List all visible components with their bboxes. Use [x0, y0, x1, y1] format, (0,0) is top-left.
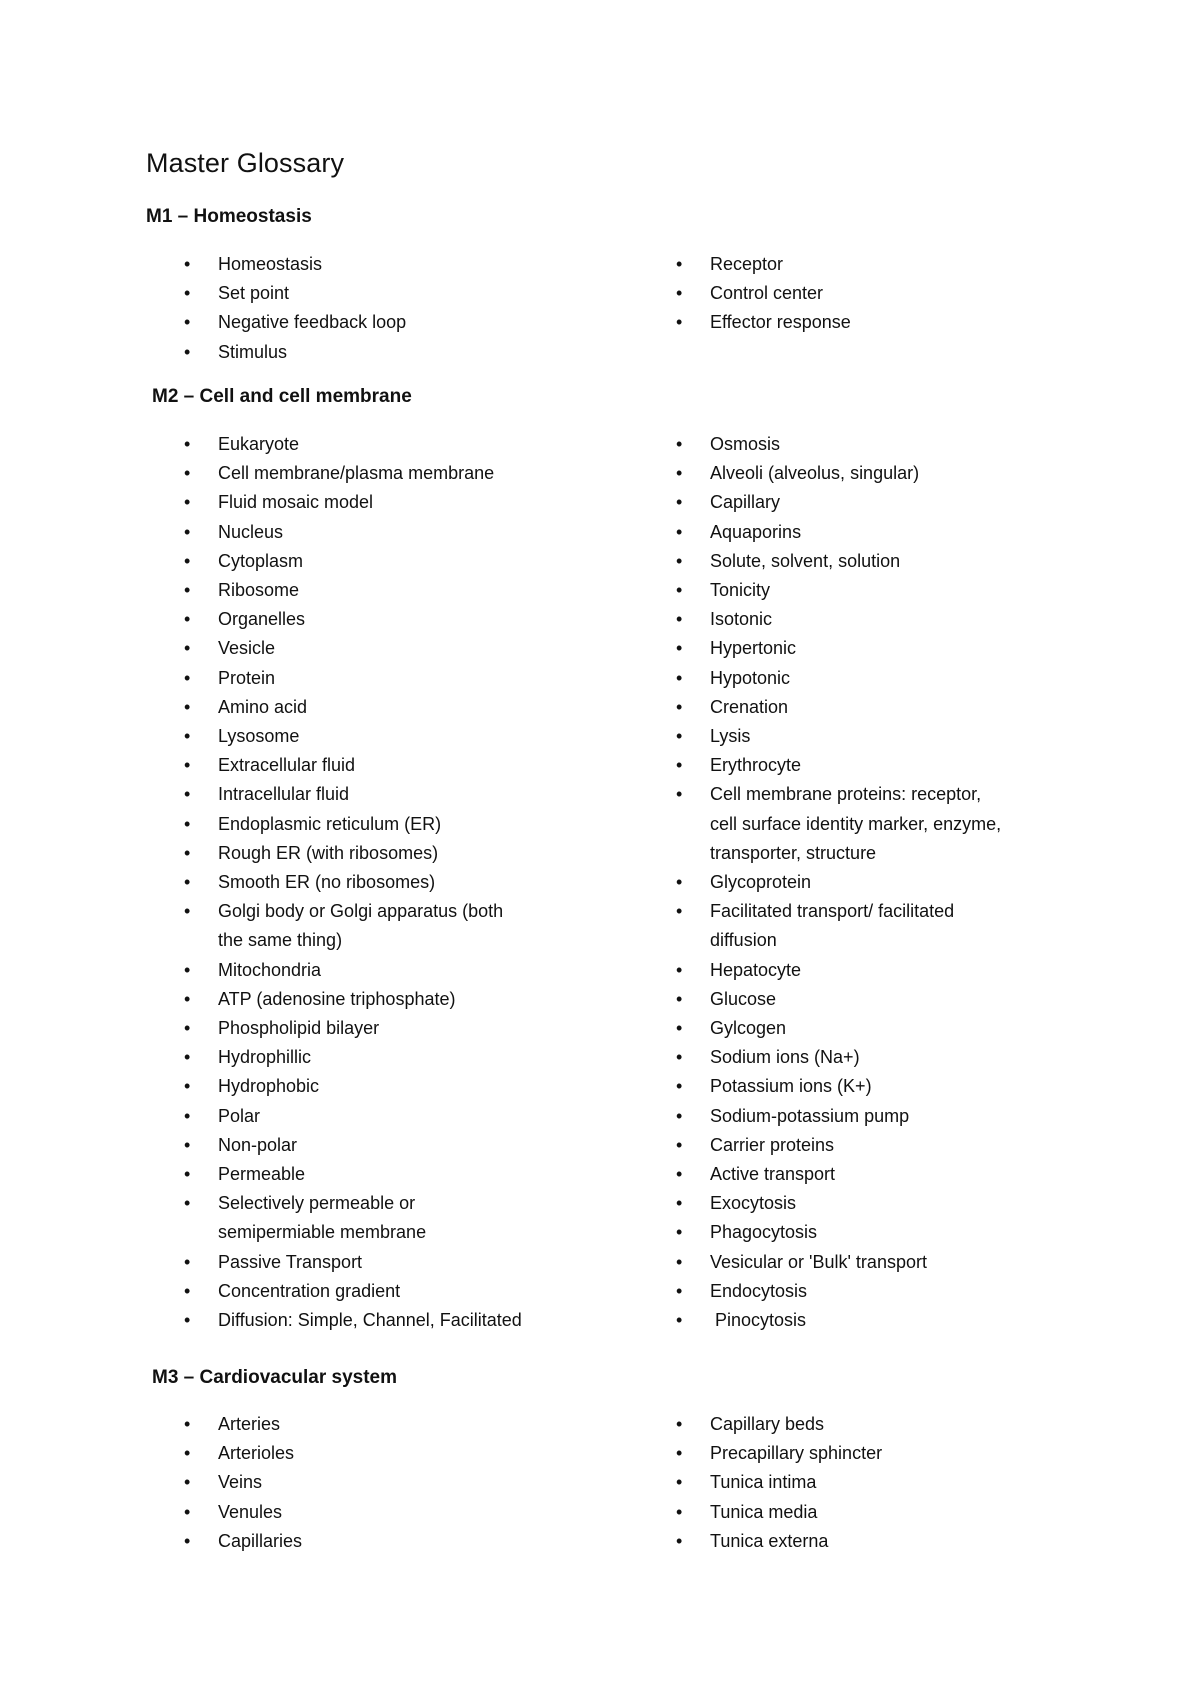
- list-item: • Crenation: [638, 693, 1078, 722]
- list-item: • Homeostasis: [146, 250, 606, 279]
- list-item: • Cell membrane/plasma membrane: [146, 459, 606, 488]
- list-item: • Facilitated transport/ facilitated diffusion: [638, 897, 980, 955]
- page-title: Master Glossary: [146, 148, 345, 178]
- list-item: • Effector response: [638, 308, 1078, 337]
- list-item: • Capillary: [638, 488, 1078, 517]
- m1-left-list: [146, 250, 606, 367]
- list-item: • Phospholipid bilayer: [146, 1014, 606, 1043]
- list-item: • Cell membrane proteins: receptor, cell surface identity marker, enzyme, transporter, structure: [638, 780, 1010, 868]
- list-item: • Non-polar: [146, 1131, 606, 1160]
- list-item: • Isotonic: [638, 605, 1078, 634]
- list-item: • Glycoprotein: [638, 868, 1078, 897]
- list-item: • Pinocytosis: [638, 1306, 1078, 1335]
- list-item: • Erythrocyte: [638, 751, 1078, 780]
- list-item: • Ribosome: [146, 576, 606, 605]
- m3-right-list: [638, 1410, 1078, 1556]
- m1-right-list: [638, 250, 1078, 338]
- list-item: • Protein: [146, 664, 606, 693]
- list-item: • Lysis: [638, 722, 1078, 751]
- list-item: • Lysosome: [146, 722, 606, 751]
- list-item: • Rough ER (with ribosomes): [146, 839, 606, 868]
- m2-left-list: [146, 430, 606, 1335]
- list-item: • Exocytosis: [638, 1189, 1078, 1218]
- list-item: • Fluid mosaic model: [146, 488, 606, 517]
- list-item: • Cytoplasm: [146, 547, 606, 576]
- list-item: • Tunica media: [638, 1498, 1078, 1527]
- list-item: • Concentration gradient: [146, 1277, 606, 1306]
- list-item: • Hydrophillic: [146, 1043, 606, 1072]
- list-item: • Diffusion: Simple, Channel, Facilitated: [146, 1306, 606, 1335]
- list-item: • Vesicle: [146, 634, 606, 663]
- list-item: • Solute, solvent, solution: [638, 547, 1078, 576]
- list-item: • Hepatocyte: [638, 956, 1078, 985]
- list-item: • Phagocytosis: [638, 1218, 1078, 1247]
- list-item: • Precapillary sphincter: [638, 1439, 1078, 1468]
- list-item: • Arterioles: [146, 1439, 606, 1468]
- list-item: • Organelles: [146, 605, 606, 634]
- list-item: • Active transport: [638, 1160, 1078, 1189]
- list-item: • Glucose: [638, 985, 1078, 1014]
- section-heading-m3: M3 – Cardiovacular system: [152, 1367, 398, 1388]
- list-item: • Aquaporins: [638, 518, 1078, 547]
- list-item: • Osmosis: [638, 430, 1078, 459]
- list-item: • Vesicular or 'Bulk' transport: [638, 1248, 1078, 1277]
- list-item: • Arteries: [146, 1410, 606, 1439]
- list-item: • Tunica externa: [638, 1527, 1078, 1556]
- list-item: • Tunica intima: [638, 1468, 1078, 1497]
- list-item: • Veins: [146, 1468, 606, 1497]
- list-item: • Permeable: [146, 1160, 606, 1189]
- list-item: • Endocytosis: [638, 1277, 1078, 1306]
- list-item: • ATP (adenosine triphosphate): [146, 985, 606, 1014]
- list-item: • Hydrophobic: [146, 1072, 606, 1101]
- list-item: • Golgi body or Golgi apparatus (both the same thing): [146, 897, 518, 955]
- list-item: • Gylcogen: [638, 1014, 1078, 1043]
- list-item: • Tonicity: [638, 576, 1078, 605]
- list-item: • Amino acid: [146, 693, 606, 722]
- list-item: • Selectively permeable or semipermiable membrane: [146, 1189, 473, 1247]
- section-heading-m2: M2 – Cell and cell membrane: [152, 386, 412, 407]
- list-item: • Capillaries: [146, 1527, 606, 1556]
- list-item: • Hypotonic: [638, 664, 1078, 693]
- list-item: • Extracellular fluid: [146, 751, 606, 780]
- list-item: • Nucleus: [146, 518, 606, 547]
- list-item: • Smooth ER (no ribosomes): [146, 868, 606, 897]
- list-item: • Alveoli (alveolus, singular): [638, 459, 1078, 488]
- list-item: • Capillary beds: [638, 1410, 1078, 1439]
- list-item: • Negative feedback loop: [146, 308, 606, 337]
- list-item: • Polar: [146, 1102, 606, 1131]
- list-item: • Control center: [638, 279, 1078, 308]
- section-heading-m1: M1 – Homeostasis: [146, 206, 312, 227]
- list-item: • Endoplasmic reticulum (ER): [146, 810, 606, 839]
- list-item: • Set point: [146, 279, 606, 308]
- m3-left-list: [146, 1410, 606, 1556]
- list-item: • Carrier proteins: [638, 1131, 1078, 1160]
- list-item: • Sodium-potassium pump: [638, 1102, 1078, 1131]
- list-item: • Receptor: [638, 250, 1078, 279]
- m2-right-list: [638, 430, 1078, 1335]
- list-item: • Stimulus: [146, 338, 606, 367]
- list-item: • Potassium ions (K+): [638, 1072, 1078, 1101]
- list-item: • Eukaryote: [146, 430, 606, 459]
- list-item: • Mitochondria: [146, 956, 606, 985]
- list-item: • Passive Transport: [146, 1248, 606, 1277]
- list-item: • Intracellular fluid: [146, 780, 606, 809]
- list-item: • Venules: [146, 1498, 606, 1527]
- list-item: • Hypertonic: [638, 634, 1078, 663]
- list-item: • Sodium ions (Na+): [638, 1043, 1078, 1072]
